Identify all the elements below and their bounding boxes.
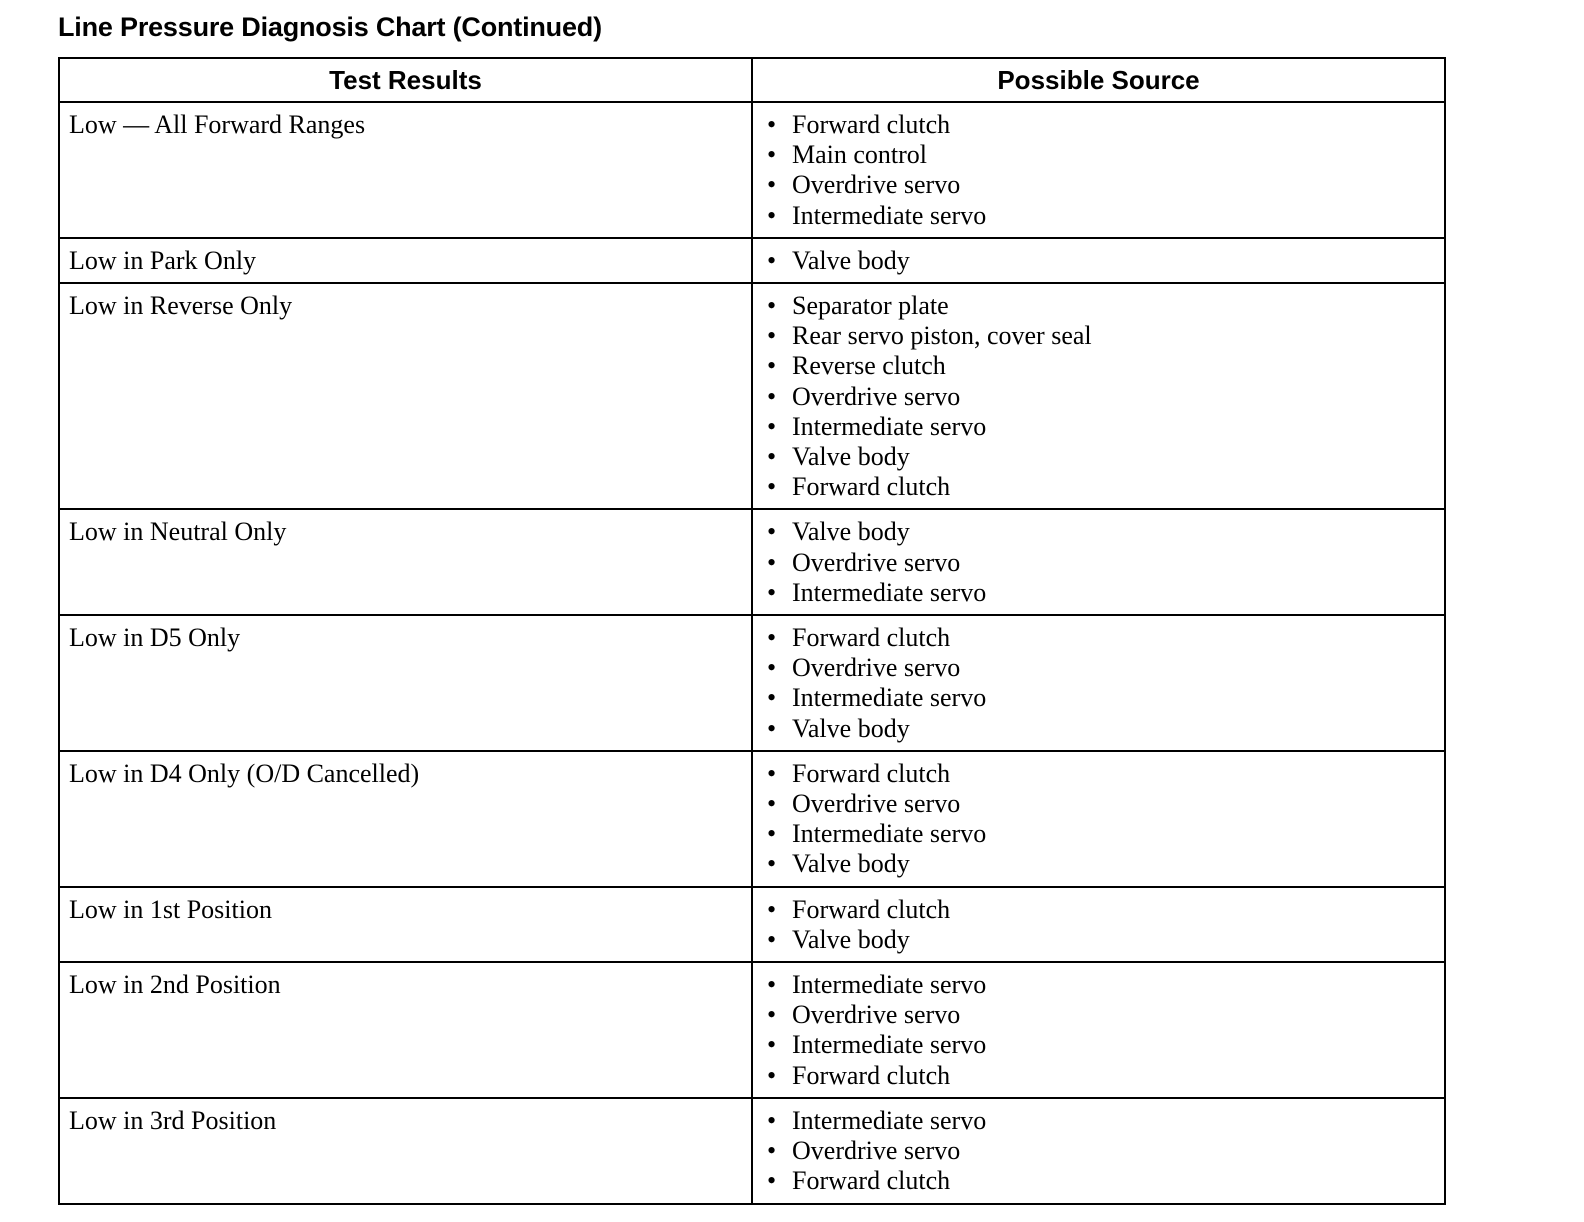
list-item bbox=[762, 110, 1435, 140]
bullet-icon: • bbox=[767, 683, 777, 713]
bullet-icon: • bbox=[767, 577, 777, 607]
bullet-icon: • bbox=[767, 321, 777, 351]
list-item bbox=[762, 548, 1435, 578]
test-result-cell: Low in 2nd Position bbox=[59, 962, 752, 1098]
bullet-icon: • bbox=[767, 789, 777, 819]
list-item bbox=[762, 412, 1435, 442]
possible-source-cell bbox=[752, 283, 1445, 509]
bullet-icon: • bbox=[767, 1000, 777, 1030]
possible-source-cell bbox=[752, 751, 1445, 887]
table-row bbox=[59, 102, 1445, 238]
source-text: Forward clutch bbox=[792, 472, 951, 502]
list-item bbox=[762, 1000, 1435, 1030]
bullet-icon: • bbox=[767, 291, 777, 321]
source-text: Overdrive servo bbox=[792, 170, 961, 200]
source-text: Intermediate servo bbox=[792, 411, 987, 441]
list-item bbox=[762, 1136, 1435, 1166]
source-list bbox=[762, 1106, 1435, 1197]
bullet-icon: • bbox=[767, 819, 777, 849]
list-item bbox=[762, 925, 1435, 955]
source-text: Overdrive servo bbox=[792, 1000, 961, 1030]
test-result-cell: Low in Reverse Only bbox=[59, 283, 752, 509]
source-text: Intermediate servo bbox=[792, 1030, 987, 1060]
source-text: Intermediate servo bbox=[792, 577, 987, 607]
table-row bbox=[59, 962, 1445, 1098]
list-item bbox=[762, 472, 1435, 502]
list-item bbox=[762, 759, 1435, 789]
bullet-icon: • bbox=[767, 1030, 777, 1060]
test-result-cell: Low in 1st Position bbox=[59, 887, 752, 962]
list-item bbox=[762, 140, 1435, 170]
bullet-icon: • bbox=[767, 472, 777, 502]
bullet-icon: • bbox=[767, 200, 777, 230]
source-text: Forward clutch bbox=[792, 894, 951, 924]
bullet-icon: • bbox=[767, 924, 777, 954]
source-text: Forward clutch bbox=[792, 623, 951, 653]
list-item bbox=[762, 1166, 1435, 1196]
list-item bbox=[762, 1061, 1435, 1091]
source-text: Separator plate bbox=[792, 291, 949, 321]
table-header-row bbox=[59, 58, 1445, 102]
list-item bbox=[762, 970, 1435, 1000]
source-list bbox=[762, 246, 1435, 276]
bullet-icon: • bbox=[767, 1166, 777, 1196]
list-item bbox=[762, 1106, 1435, 1136]
bullet-icon: • bbox=[767, 623, 777, 653]
source-text: Intermediate servo bbox=[792, 819, 987, 849]
source-text: Overdrive servo bbox=[792, 381, 961, 411]
table-row bbox=[59, 238, 1445, 283]
source-text: Forward clutch bbox=[792, 1060, 951, 1090]
possible-source-cell bbox=[752, 238, 1445, 283]
table-row bbox=[59, 615, 1445, 751]
list-item bbox=[762, 895, 1435, 925]
bullet-icon: • bbox=[767, 517, 777, 547]
source-text: Intermediate servo bbox=[792, 200, 987, 230]
table-row bbox=[59, 1098, 1445, 1204]
table-row bbox=[59, 283, 1445, 509]
list-item bbox=[762, 653, 1435, 683]
table-row bbox=[59, 751, 1445, 887]
list-item bbox=[762, 351, 1435, 381]
table-row bbox=[59, 509, 1445, 615]
source-text: Overdrive servo bbox=[792, 789, 961, 819]
bullet-icon: • bbox=[767, 894, 777, 924]
list-item bbox=[762, 849, 1435, 879]
list-item bbox=[762, 246, 1435, 276]
source-text: Valve body bbox=[792, 245, 910, 275]
test-result-cell: Low in Park Only bbox=[59, 238, 752, 283]
source-text: Reverse clutch bbox=[792, 351, 946, 381]
source-text: Intermediate servo bbox=[792, 1105, 987, 1135]
list-item bbox=[762, 517, 1435, 547]
list-item bbox=[762, 170, 1435, 200]
bullet-icon: • bbox=[767, 381, 777, 411]
source-text: Valve body bbox=[792, 713, 910, 743]
bullet-icon: • bbox=[767, 1060, 777, 1090]
source-text: Valve body bbox=[792, 924, 910, 954]
source-text: Overdrive servo bbox=[792, 547, 961, 577]
list-item bbox=[762, 623, 1435, 653]
source-text: Forward clutch bbox=[792, 1166, 951, 1196]
bullet-icon: • bbox=[767, 442, 777, 472]
page-title: Line Pressure Diagnosis Chart (Continued) bbox=[58, 12, 602, 42]
bullet-icon: • bbox=[767, 140, 777, 170]
bullet-icon: • bbox=[767, 245, 777, 275]
test-result-cell: Low in Neutral Only bbox=[59, 509, 752, 615]
possible-source-cell bbox=[752, 1098, 1445, 1204]
possible-source-cell bbox=[752, 102, 1445, 238]
list-item bbox=[762, 321, 1435, 351]
list-item bbox=[762, 1030, 1435, 1060]
test-result-cell: Low in D5 Only bbox=[59, 615, 752, 751]
test-result-cell: Low in D4 Only (O/D Cancelled) bbox=[59, 751, 752, 887]
list-item bbox=[762, 442, 1435, 472]
source-text: Intermediate servo bbox=[792, 970, 987, 1000]
bullet-icon: • bbox=[767, 713, 777, 743]
source-list bbox=[762, 895, 1435, 955]
source-text: Forward clutch bbox=[792, 110, 951, 139]
list-item bbox=[762, 291, 1435, 321]
test-result-cell: Low — All Forward Ranges bbox=[59, 102, 752, 238]
source-text: Valve body bbox=[792, 517, 910, 547]
header-possible-source: Possible Source bbox=[752, 58, 1445, 102]
source-list bbox=[762, 517, 1435, 608]
bullet-icon: • bbox=[767, 170, 777, 200]
table-row bbox=[59, 887, 1445, 962]
source-text: Intermediate servo bbox=[792, 683, 987, 713]
bullet-icon: • bbox=[767, 411, 777, 441]
source-list bbox=[762, 291, 1435, 502]
bullet-icon: • bbox=[767, 1136, 777, 1166]
bullet-icon: • bbox=[767, 110, 777, 139]
source-text: Overdrive servo bbox=[792, 1136, 961, 1166]
list-item bbox=[762, 714, 1435, 744]
diagnosis-table bbox=[58, 57, 1446, 1205]
source-list bbox=[762, 759, 1435, 880]
header-test-results: Test Results bbox=[59, 58, 752, 102]
bullet-icon: • bbox=[767, 351, 777, 381]
source-text: Overdrive servo bbox=[792, 653, 961, 683]
list-item bbox=[762, 382, 1435, 412]
source-list bbox=[762, 623, 1435, 744]
bullet-icon: • bbox=[767, 758, 777, 788]
test-result-cell: Low in 3rd Position bbox=[59, 1098, 752, 1204]
possible-source-cell bbox=[752, 509, 1445, 615]
possible-source-cell bbox=[752, 887, 1445, 962]
list-item bbox=[762, 789, 1435, 819]
table-body bbox=[59, 102, 1445, 1204]
bullet-icon: • bbox=[767, 653, 777, 683]
source-text: Rear servo piston, cover seal bbox=[792, 321, 1092, 351]
bullet-icon: • bbox=[767, 547, 777, 577]
bullet-icon: • bbox=[767, 970, 777, 1000]
bullet-icon: • bbox=[767, 1105, 777, 1135]
list-item bbox=[762, 819, 1435, 849]
source-text: Valve body bbox=[792, 849, 910, 879]
possible-source-cell bbox=[752, 962, 1445, 1098]
source-list bbox=[762, 970, 1435, 1091]
bullet-icon: • bbox=[767, 849, 777, 879]
source-text: Forward clutch bbox=[792, 758, 951, 788]
list-item bbox=[762, 578, 1435, 608]
list-item bbox=[762, 683, 1435, 713]
source-text: Valve body bbox=[792, 442, 910, 472]
list-item bbox=[762, 201, 1435, 231]
possible-source-cell bbox=[752, 615, 1445, 751]
source-list bbox=[762, 110, 1435, 231]
source-text: Main control bbox=[792, 140, 928, 170]
